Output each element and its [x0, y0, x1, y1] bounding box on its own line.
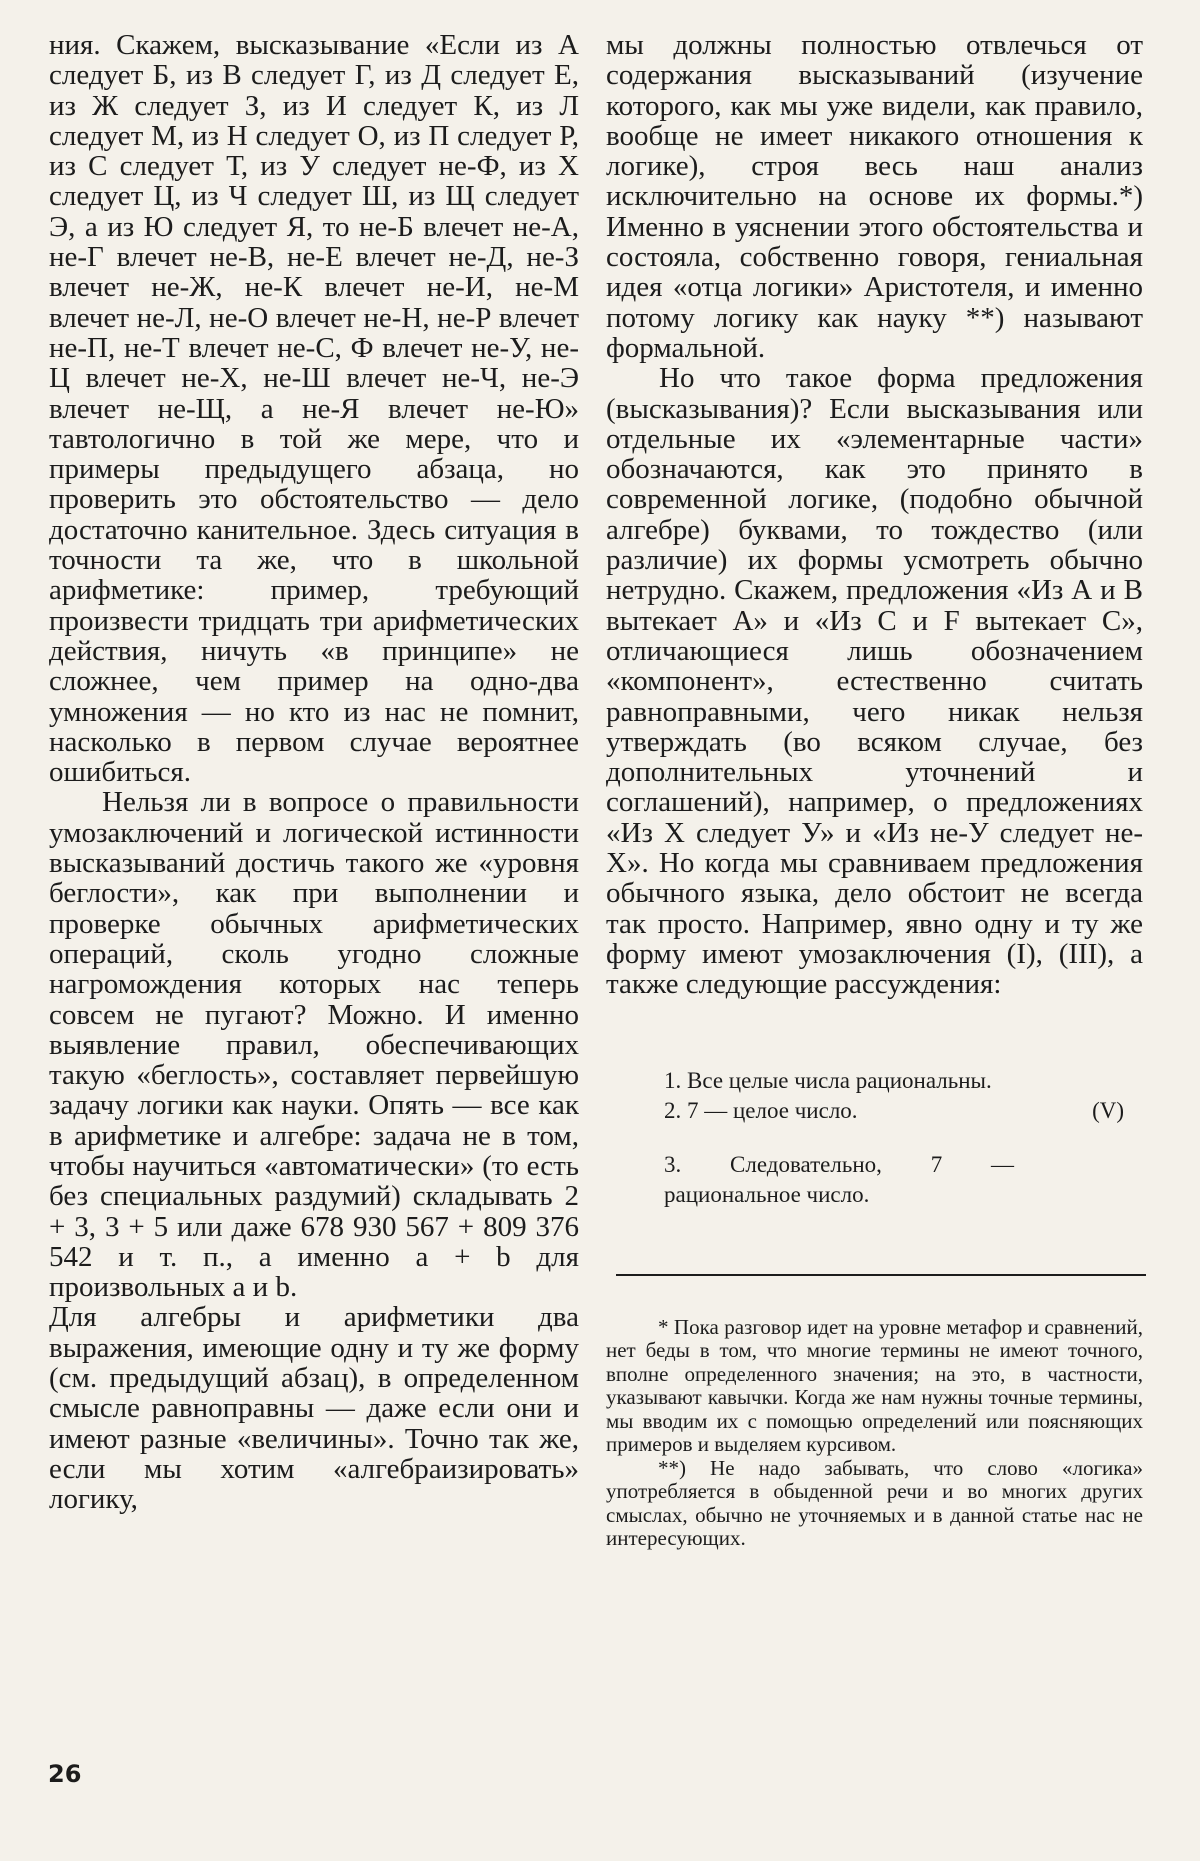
footnotes: [606, 1316, 1143, 1551]
paragraph-form-abstraction: мы должны полностью отвлечься от содержания высказываний (изучение которого, как мы уже видели, как правило, вообще не имеет никакого отношения к логике), строя весь наш анализ исключительно на основе их формы.*) Именно в уяснении этого обстоятельства и состояла, собственно говоря, гениальная идея «отца логики» Аристотеля, и именно потому логику как науку **) называют формальной.: [606, 29, 1143, 364]
paragraph-fluency-question: Нельзя ли в вопросе о правильности умозаключений и логической истинности высказываний достичь такого же «уровня беглости», как при выполнении и проверке обычных арифметических операций, сколь угодно сложные нагромождения которых нас теперь совсем не пугают? Можно. И именно выявление правил, обеспечивающих такую «беглость», составляет первейшую задачу логики как науки. Опять — все как в арифметике и алгебре: задача не в том, чтобы научиться «автоматически» (то есть без специальных раздумий) складывать 2 + 3, 3 + 5 или даже 678 930 567 + 809 376 542 и т. п., а именно a + b для произвольных a и b.: [49, 786, 579, 1304]
footnote-1: * Пока разговор идет на уровне метафор и сравнений, нет беды в том, что многие термины не имеют точного, вполне определенного значения; на это, в частности, указывают кавычки. Когда же нам нужны точные термины, мы вводим их с помощью определений или поясняющих примеров и выделяем курсивом.: [606, 1314, 1143, 1456]
syllogism-label: (V): [1092, 1097, 1124, 1123]
paragraph-sentence-form: Но что такое форма предложения (высказывания)? Если высказывания или отдельные их «элементарные части» обозначаются, как это принято в современной логике, (подобно обычной алгебре) буквами, то тождество (или различие) их формы усмотреть обычно нетрудно. Скажем, предложения «Из А и В вытекает А» и «Из С и F вытекает С», отличающиеся лишь обозначением «компонент», естественно считать равноправными, чего никак нельзя утверждать (во всяком случае, без дополнительных уточнений и соглашений), например, о предложениях «Из Х следует У» и «Из не-У следует не-Х». Но когда мы сравниваем предложения обычного языка, дело обстоит не всегда так просто. Например, явно одну и ту же форму имеют умозаключения (I), (III), а также следующие рассуждения:: [606, 362, 1143, 1001]
syllogism-example: [664, 1066, 1124, 1210]
left-column: [49, 30, 579, 1515]
syllogism-conclusion: 3. Следовательно, 7 — рациональное число.: [664, 1151, 1014, 1207]
footnote-divider: [616, 1274, 1146, 1276]
footnote-2: **) Не надо забывать, что слово «логика» употребляется в обыденной речи и во многих других смыслах, обычно не уточняемых и в данной статье нас не интересующих.: [606, 1455, 1143, 1550]
paragraph-algebra-analogy: Для алгебры и арифметики два выражения, имеющие одну и ту же форму (см. предыдущий абзац), в определенном смысле равноправны — даже если они и имеют разные «величины». Точно так же, если мы хотим «алгебраизировать» логику,: [49, 1301, 579, 1516]
syllogism-premise-2: 2. 7 — целое число.: [664, 1097, 858, 1123]
paragraph-tautology-example: ния. Скажем, высказывание «Если из А следует Б, из В следует Г, из Д следует Е, из Ж следует З, из И следует К, из Л следует М, из Н следует О, из П следует Р, из С следует Т, из У следует не-Ф, из Х следует Ц, из Ч следует Ш, из Щ следует Э, а из Ю следует Я, то не-Б влечет не-А, не-Г влечет не-В, не-Е влечет не-Д, не-З влечет не-Ж, не-К влечет не-И, не-М влечет не-Л, не-О влечет не-Н, не-Р влечет не-П, не-Т влечет не-С, Ф влечет не-У, не-Ц влечет не-Х, не-Ш влечет не-Ч, не-Э влечет не-Щ, а не-Я влечет не-Ю» тавтологично в той же мере, что и примеры предыдущего абзаца, но проверить это обстоятельство — дело достаточно канительное. Здесь ситуация в точности та же, что в школьной арифметике: пример, требующий произвести тридцать три арифметических действия, ничуть «в принципе» не сложнее, чем пример на одно-два умножения — но кто из нас не помнит, насколько в первом случае вероятнее ошибиться.: [49, 29, 579, 789]
right-column: [606, 30, 1143, 1551]
syllogism-premise-1: 1. Все целые числа рациональны.: [664, 1067, 992, 1093]
page-number: 26: [48, 1760, 82, 1788]
